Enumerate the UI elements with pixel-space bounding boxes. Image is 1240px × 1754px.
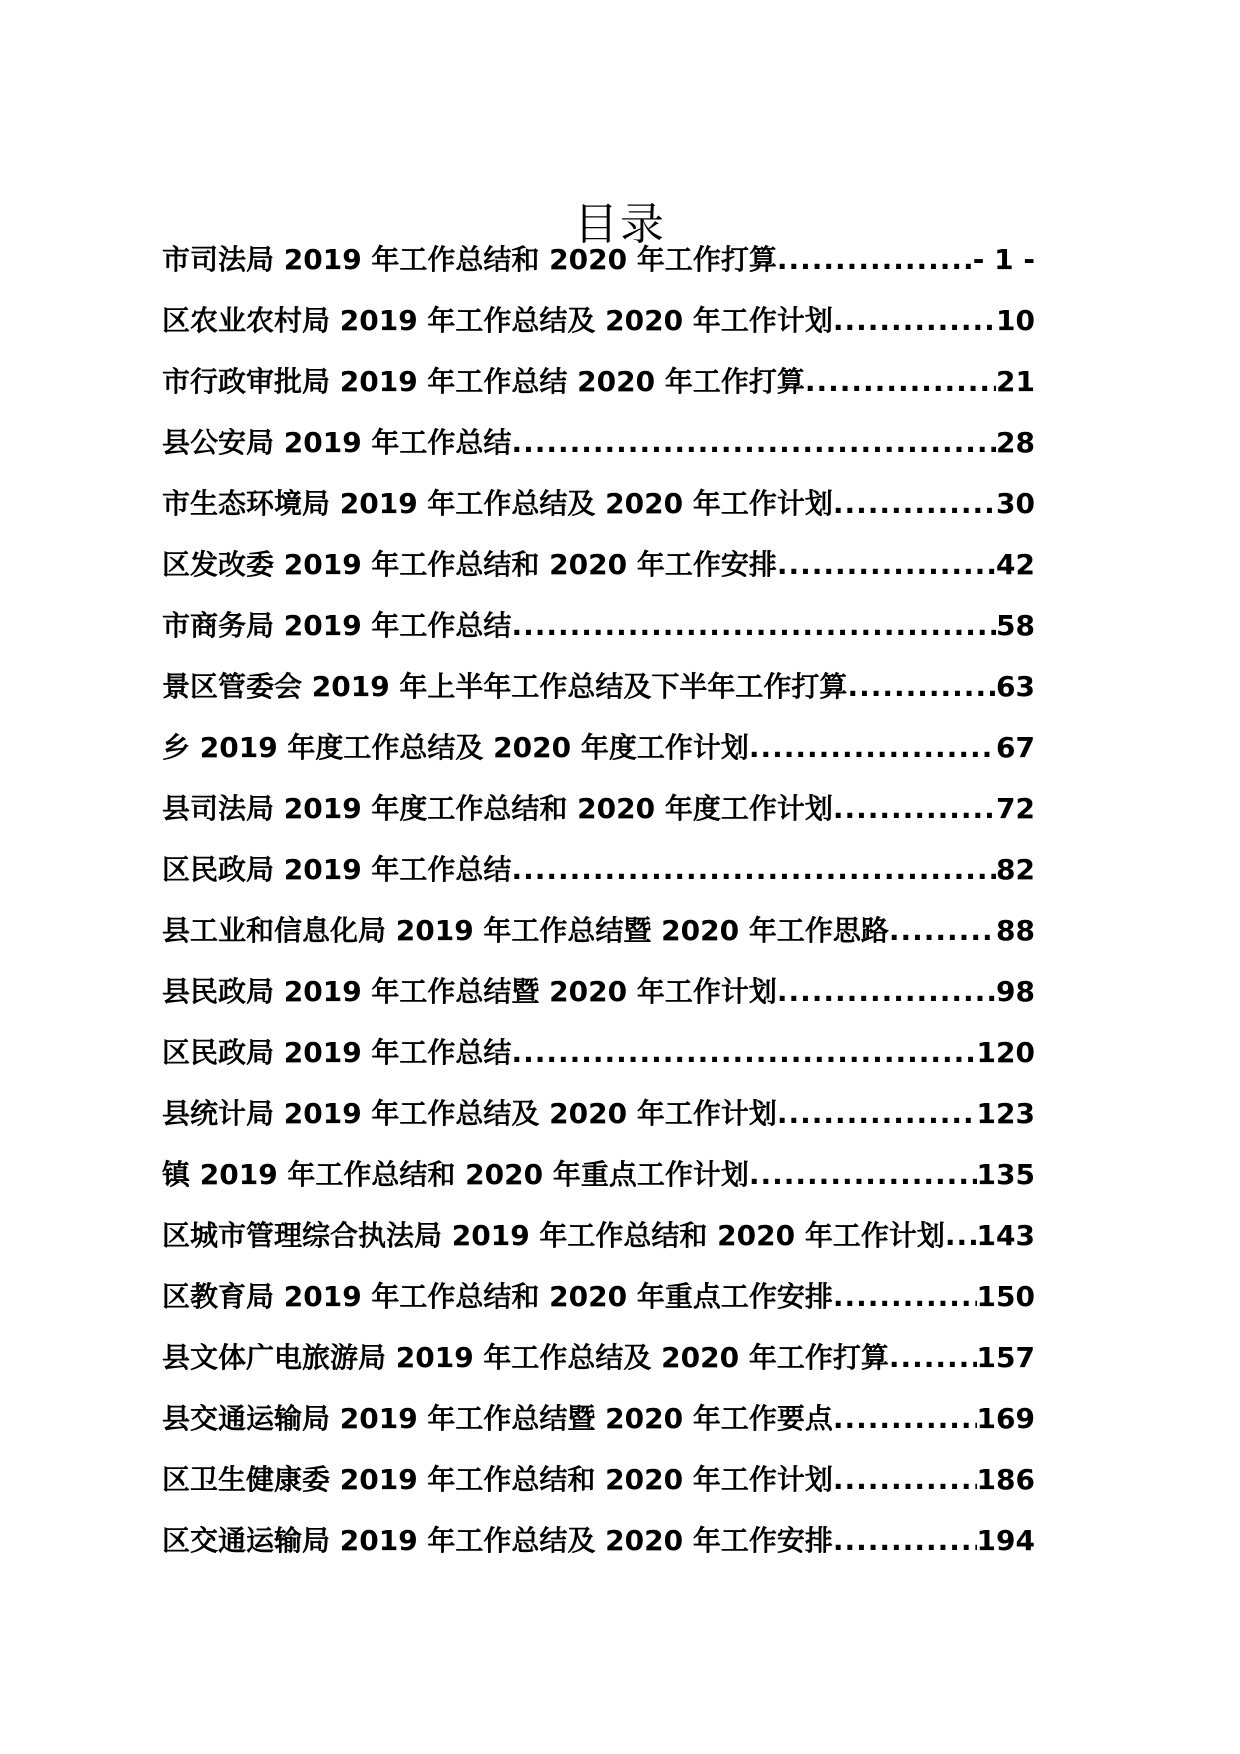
toc-entry[interactable] xyxy=(162,974,1035,1035)
toc-entry-page-number: - 1 - xyxy=(972,243,1035,276)
toc-entry-page-number: 98 xyxy=(996,975,1035,1008)
toc-entry-page-number: 10 xyxy=(996,304,1035,337)
toc-entry[interactable] xyxy=(162,1035,1035,1096)
toc-entry[interactable] xyxy=(162,1279,1035,1340)
toc-list xyxy=(162,242,1035,1584)
toc-entry-title: 区城市管理综合执法局 2019 年工作总结和 2020 年工作计划 xyxy=(162,1219,945,1252)
toc-dot-leader xyxy=(847,669,996,705)
toc-entry-page-number: 82 xyxy=(996,853,1035,886)
toc-entry-title: 市商务局 2019 年工作总结 xyxy=(162,609,512,642)
toc-entry[interactable] xyxy=(162,1096,1035,1157)
toc-entry-title: 区发改委 2019 年工作总结和 2020 年工作安排 xyxy=(162,548,777,581)
toc-entry-page-number: 88 xyxy=(996,914,1035,947)
toc-dot-leader xyxy=(511,852,996,888)
toc-entry-page-number: 169 xyxy=(976,1402,1035,1435)
toc-entry-page-number: 186 xyxy=(976,1463,1035,1496)
toc-dot-leader xyxy=(749,1157,977,1193)
toc-entry[interactable] xyxy=(162,1523,1035,1584)
toc-entry-title: 区农业农村局 2019 年工作总结及 2020 年工作计划 xyxy=(162,304,833,337)
toc-dot-leader xyxy=(777,974,996,1010)
toc-entry-title: 县公安局 2019 年工作总结 xyxy=(162,426,512,459)
toc-entry[interactable] xyxy=(162,730,1035,791)
toc-entry-page-number: 58 xyxy=(996,609,1035,642)
toc-entry[interactable] xyxy=(162,303,1035,364)
toc-entry-page-number: 28 xyxy=(996,426,1035,459)
toc-entry-title: 县文体广电旅游局 2019 年工作总结及 2020 年工作打算 xyxy=(162,1341,889,1374)
toc-entry[interactable] xyxy=(162,913,1035,974)
toc-entry-page-number: 135 xyxy=(976,1158,1035,1191)
toc-entry[interactable] xyxy=(162,1462,1035,1523)
toc-dot-leader xyxy=(889,913,996,949)
toc-entry-title: 市司法局 2019 年工作总结和 2020 年工作打算 xyxy=(162,243,777,276)
toc-dot-leader xyxy=(777,242,973,278)
toc-dot-leader xyxy=(833,1523,977,1559)
toc-entry-title: 县民政局 2019 年工作总结暨 2020 年工作计划 xyxy=(162,975,777,1008)
toc-entry[interactable] xyxy=(162,852,1035,913)
toc-entry[interactable] xyxy=(162,1157,1035,1218)
toc-entry-title: 区教育局 2019 年工作总结和 2020 年重点工作安排 xyxy=(162,1280,833,1313)
toc-dot-leader xyxy=(833,303,996,339)
toc-entry-title: 市生态环境局 2019 年工作总结及 2020 年工作计划 xyxy=(162,487,833,520)
toc-entry[interactable] xyxy=(162,669,1035,730)
toc-entry-title: 镇 2019 年工作总结和 2020 年重点工作计划 xyxy=(162,1158,749,1191)
toc-entry-title: 景区管委会 2019 年上半年工作总结及下半年工作打算 xyxy=(162,670,848,703)
toc-entry[interactable] xyxy=(162,425,1035,486)
toc-entry-title: 县司法局 2019 年度工作总结和 2020 年度工作计划 xyxy=(162,792,833,825)
toc-entry-page-number: 120 xyxy=(976,1036,1035,1069)
toc-entry-page-number: 143 xyxy=(976,1219,1035,1252)
toc-entry-title: 县统计局 2019 年工作总结及 2020 年工作计划 xyxy=(162,1097,777,1130)
toc-entry-title: 区民政局 2019 年工作总结 xyxy=(162,853,512,886)
toc-dot-leader xyxy=(833,791,996,827)
toc-dot-leader xyxy=(945,1218,977,1254)
toc-dot-leader xyxy=(833,486,996,522)
toc-dot-leader xyxy=(511,425,996,461)
toc-entry-title: 区卫生健康委 2019 年工作总结和 2020 年工作计划 xyxy=(162,1463,833,1496)
toc-entry-title: 县交通运输局 2019 年工作总结暨 2020 年工作要点 xyxy=(162,1402,833,1435)
toc-dot-leader xyxy=(777,547,996,583)
toc-dot-leader xyxy=(833,1401,977,1437)
toc-dot-leader xyxy=(511,1035,976,1071)
toc-entry-page-number: 194 xyxy=(976,1524,1035,1557)
toc-entry-page-number: 21 xyxy=(996,365,1035,398)
toc-dot-leader xyxy=(511,608,996,644)
toc-entry-page-number: 42 xyxy=(996,548,1035,581)
toc-entry[interactable] xyxy=(162,791,1035,852)
toc-entry-page-number: 123 xyxy=(976,1097,1035,1130)
toc-entry-title: 区民政局 2019 年工作总结 xyxy=(162,1036,512,1069)
toc-entry[interactable] xyxy=(162,486,1035,547)
toc-entry-page-number: 30 xyxy=(996,487,1035,520)
toc-entry[interactable] xyxy=(162,1218,1035,1279)
toc-entry[interactable] xyxy=(162,608,1035,669)
toc-title: 目录 xyxy=(574,199,666,251)
toc-entry[interactable] xyxy=(162,364,1035,425)
toc-entry[interactable] xyxy=(162,1401,1035,1462)
toc-entry-page-number: 72 xyxy=(996,792,1035,825)
toc-dot-leader xyxy=(749,730,996,766)
toc-dot-leader xyxy=(889,1340,977,1376)
toc-entry-title: 市行政审批局 2019 年工作总结 2020 年工作打算 xyxy=(162,365,805,398)
toc-dot-leader xyxy=(777,1096,977,1132)
toc-entry-page-number: 157 xyxy=(976,1341,1035,1374)
toc-dot-leader xyxy=(833,1279,977,1315)
toc-entry-title: 乡 2019 年度工作总结及 2020 年度工作计划 xyxy=(162,731,749,764)
toc-entry-page-number: 63 xyxy=(996,670,1035,703)
toc-entry[interactable] xyxy=(162,242,1035,303)
toc-dot-leader xyxy=(805,364,996,400)
toc-dot-leader xyxy=(833,1462,977,1498)
toc-entry[interactable] xyxy=(162,547,1035,608)
toc-entry[interactable] xyxy=(162,1340,1035,1401)
toc-entry-title: 区交通运输局 2019 年工作总结及 2020 年工作安排 xyxy=(162,1524,833,1557)
toc-entry-page-number: 150 xyxy=(976,1280,1035,1313)
toc-entry-title: 县工业和信息化局 2019 年工作总结暨 2020 年工作思路 xyxy=(162,914,889,947)
toc-entry-page-number: 67 xyxy=(996,731,1035,764)
